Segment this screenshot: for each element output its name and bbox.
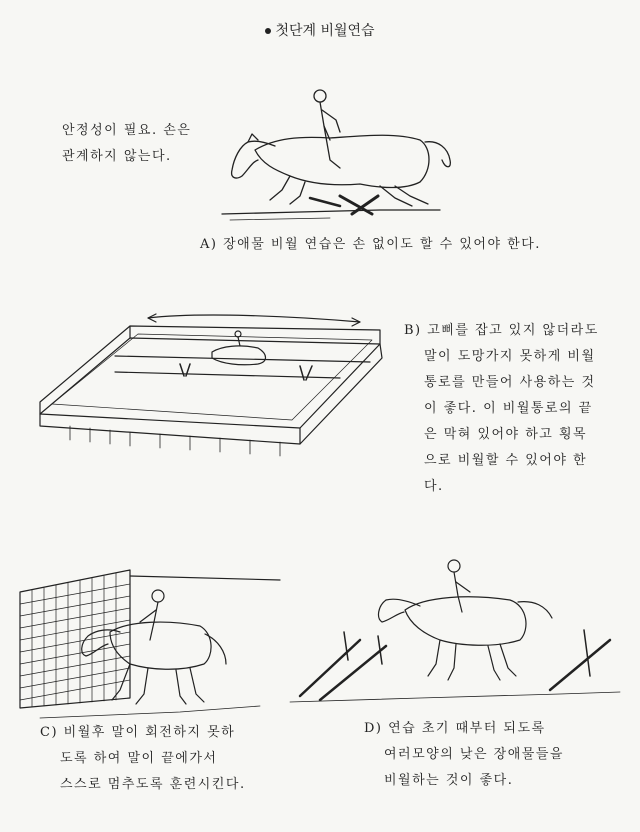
caption-b-line: 다. <box>424 479 444 494</box>
page-title-text: 첫단계 비월연습 <box>275 23 375 39</box>
caption-b-line: B) 고삐를 잡고 있지 않더라도 <box>404 323 599 338</box>
caption-d <box>364 716 564 794</box>
caption-b-line: 으로 비월할 수 있어야 한 <box>424 453 588 468</box>
note-a-line: 안정성이 필요. 손은 <box>62 123 192 138</box>
caption-b <box>404 318 599 500</box>
caption-d-line: 여러모양의 낮은 장애물들을 <box>384 747 564 762</box>
caption-c <box>40 720 246 798</box>
caption-c-line: 도록 하여 말이 끝에가서 <box>60 751 218 766</box>
caption-b-line: 은 막혀 있어야 하고 횡목 <box>424 427 588 442</box>
illustration-stop-c <box>20 570 280 718</box>
note-a-line: 관계하지 않는다. <box>62 149 172 164</box>
caption-c-line: C) 비월후 말이 회전하지 못하 <box>40 725 236 740</box>
caption-a: A) 장애물 비월 연습은 손 없이도 할 수 있어야 한다. <box>200 237 541 252</box>
caption-d-line: D) 연습 초기 때부터 되도록 <box>364 721 546 736</box>
illustration-obstacles-d <box>290 560 620 702</box>
caption-c-line: 스스로 멈추도록 훈련시킨다. <box>60 777 246 792</box>
caption-d-line: 비월하는 것이 좋다. <box>384 773 514 788</box>
caption-b-line: 통로를 만들어 사용하는 것 <box>424 375 596 390</box>
caption-b-line: 말이 도망가지 못하게 비월 <box>424 349 596 364</box>
caption-b-line: 이 좋다. 이 비월통로의 끝 <box>424 401 593 416</box>
illustration-arena-b <box>40 314 382 456</box>
